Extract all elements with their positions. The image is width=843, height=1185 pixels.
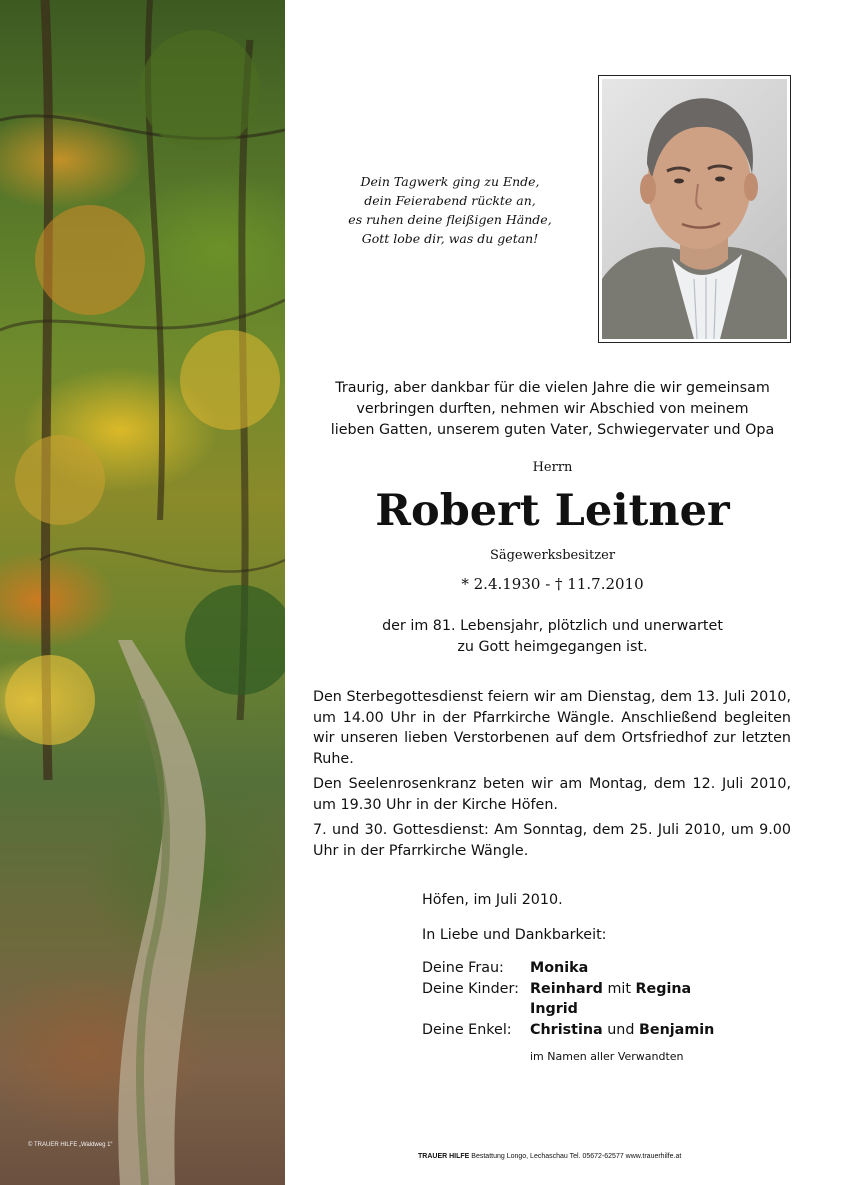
wife-label: Deine Frau: [422,960,504,976]
footer-text: Bestattung Longo, Lechaschau Tel. 05672-62577 www.trauerhilfe.at [469,1153,682,1160]
child-name: Ingrid [530,1001,578,1017]
wife: Monika [530,960,589,976]
forest-path-image [0,0,285,1185]
wife-name [530,958,588,979]
children-names-2 [530,999,578,1020]
portrait-image [602,79,787,339]
memorial-mass-paragraph: 7. und 30. Gottesdienst: Am Sonntag, dem 25. Juli 2010, um 9.00 Uhr in der Pfarrkirche Wängle. [313,822,791,859]
place-date [422,892,563,908]
poem-line: es ruhen deine fleißigen Hände, [348,212,552,227]
relatives-note: im Namen aller Verwandten [530,1050,684,1063]
child-partner-name: Regina [635,980,692,997]
children-label: Deine Kinder: [422,980,519,997]
child-name: Reinhard [530,980,603,997]
connector: mit [602,980,636,997]
grandchild-name: Christina [530,1021,603,1038]
connector: und [602,1021,639,1038]
service-details [313,687,791,866]
forest-path-drawing [0,0,285,1185]
poem-line: dein Feierabend rückte an, [364,193,536,208]
passing-text [305,616,800,658]
occupation: Sägewerksbesitzer [489,548,616,563]
footer-imprint [418,1153,681,1160]
grandchild-name: Benjamin [639,1021,715,1038]
gratitude-line: In Liebe und Dankbarkeit: [422,927,607,943]
intro-line: lieben Gatten, unserem guten Vater, Schwiegervater und Opa [330,422,775,438]
footer-brand: TRAUER HILFE [418,1153,470,1160]
poem-line: Dein Tagwerk ging zu Ende, [360,174,540,189]
poem-line: Gott lobe dir, was du getan! [361,231,539,246]
deceased-name: Robert Leitner [375,486,730,536]
poem [330,172,570,248]
grandchildren-names [530,1020,714,1041]
rosary-paragraph: Den Seelenrosenkranz beten wir am Montag, dem 12. Juli 2010, um 19.30 Uhr in der Kirche Höfen. [313,776,791,813]
intro-line: Traurig, aber dankbar für die vielen Jahre die wir gemeinsam [335,380,770,396]
life-dates: * 2.4.1930 - † 11.7.2010 [461,575,644,593]
intro-line: verbringen durften, nehmen wir Abschied von meinem [356,401,749,417]
place: Höfen [422,892,465,908]
passing-line: der im 81. Lebensjahr, plötzlich und unerwartet [382,618,723,634]
children-names [530,979,691,1000]
grandchildren-label: Deine Enkel: [422,1021,512,1038]
passing-line: zu Gott heimgegangen ist. [457,639,648,655]
intro-text [305,378,800,441]
photo-credit: © TRAUER HILFE „Waldweg 1“ [28,1142,113,1148]
funeral-mass-paragraph: Den Sterbegottesdienst feiern wir am Dienstag, dem 13. Juli 2010, um 14.00 Uhr in der Pfarrkirche Wängle. Anschließend begleiten wir unseren lieben Verstorbenen auf dem Ortsfriedhof zur letzten Ruhe. [313,689,791,767]
date-suffix: , im Juli 2010. [464,892,563,908]
portrait-photo [598,75,791,343]
portrait-drawing [602,79,787,339]
salutation: Herrn [532,460,573,475]
